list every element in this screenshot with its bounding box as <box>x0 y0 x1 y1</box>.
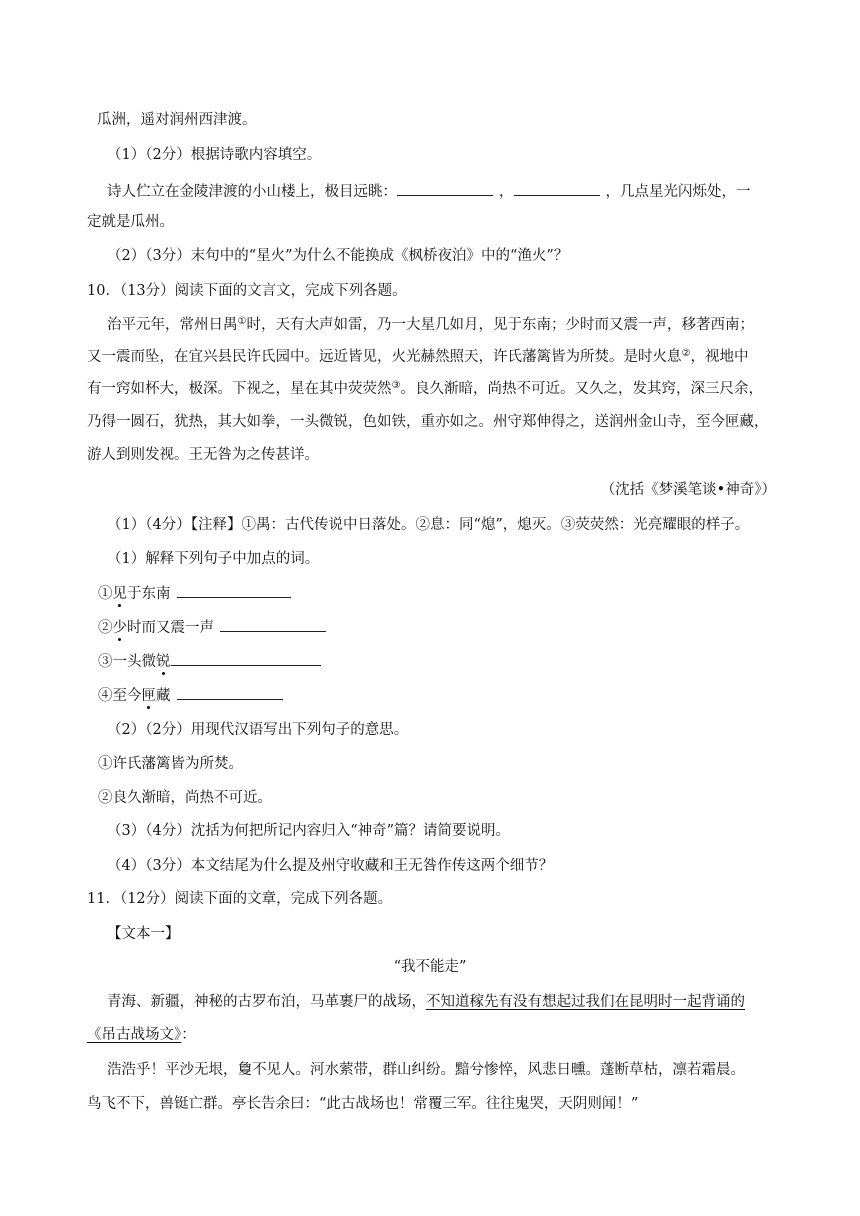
q9-2-question: （2）（3分）末句中的“星火”为什么不能换成《枫桥夜泊》中的“渔火”？ <box>107 248 569 264</box>
text-segment: 青海、新疆，神秘的古罗布泊，马革裹尸的战场， <box>107 994 426 1010</box>
q10-notes: （1）（4分）【注释】①禺：古代传说中日落处。②息：同“熄”，熄灭。③荧荧然：光亮耀眼的样子。 <box>107 517 750 533</box>
footnote-mark-2: ② <box>681 348 691 359</box>
classical-text-line-5: 游人到则发视。王无咎为之传甚详。 <box>87 447 319 463</box>
item-text: 一头微 <box>112 654 156 670</box>
text-segment: 。良久渐暗，尚热不可近。又久之，发其窍，深三尺余， <box>400 381 763 397</box>
underlined-sentence: 不知道稼先有没有想起过我们在昆明时一起背诵的 <box>426 994 745 1010</box>
text-segment: 有一窍如杯大，极深。下视之，星在其中荧荧然 <box>87 381 392 397</box>
classical-text-line-1 <box>107 314 754 336</box>
item-number: ③ <box>98 654 113 670</box>
article-title: “我不能走” <box>393 959 467 975</box>
answer-blank-2[interactable] <box>514 180 600 196</box>
translate-item-2: ②良久渐暗，尚热不可近。 <box>98 790 272 806</box>
article-line-3: 浩浩乎！平沙无垠，敻不见人。河水萦带，群山纠纷。黯兮惨悴，风悲日曛。蓬断草枯，凛若霜晨。 <box>107 1062 745 1078</box>
answer-blank-5[interactable] <box>171 650 321 666</box>
q9-1-text-line2: 定就是瓜州。 <box>87 214 174 230</box>
item-text: 时而又震一声 <box>127 620 214 636</box>
q11-header: 11．（12分）阅读下面的文章，完成下列各题。 <box>87 891 393 907</box>
classical-text-line-2 <box>87 346 748 368</box>
translate-item-1: ①许氏藩篱皆为所焚。 <box>98 756 243 772</box>
answer-blank-4[interactable] <box>220 616 326 632</box>
q10-sub2-prompt: （2）（2分）用现代汉语写出下列句子的意思。 <box>107 722 409 738</box>
vocab-item-3 <box>98 650 321 673</box>
classical-text-line-3 <box>87 378 763 400</box>
vocab-item-4 <box>98 684 283 707</box>
underlined-sentence: 《吊古战场文》 <box>87 1027 182 1043</box>
text-one-label: 【文本一】 <box>107 926 180 942</box>
q10-sub4-question: （4）（3分）本文结尾为什么提及州守收藏和王无咎作传这两个细节？ <box>107 858 554 874</box>
text-segment: 又一震而坠，在宜兴县民许氏园中。远近皆见，火光赫然照天，许氏藩篱皆为所焚。是时火息 <box>87 349 682 365</box>
text-segment: 治平元年，常州日禺 <box>107 317 238 333</box>
footnote-mark-1: ① <box>237 316 247 327</box>
q9-1-text-a: 诗人伫立在金陵津渡的小山楼上，极目远眺： <box>107 184 397 200</box>
text-segment: 时，天有大声如雷，乃一大星几如月，见于东南；少时而又震一声，移著西南； <box>246 317 754 333</box>
article-line-2 <box>87 1024 196 1046</box>
dotted-word: 锐 <box>156 654 171 670</box>
answer-blank-6[interactable] <box>177 684 283 700</box>
item-number: ② <box>98 620 113 636</box>
item-number: ① <box>98 586 113 602</box>
source-citation: （沈括《梦溪笔谈•神奇》） <box>600 482 776 498</box>
vocab-item-1 <box>98 582 291 605</box>
item-text: 藏 <box>156 688 171 704</box>
q10-sub1-prompt: （1）解释下列句子中加点的词。 <box>107 551 320 567</box>
classical-text-line-4: 乃得一圆石，犹热，其大如拳，一头微锐，色如铁，重亦如之。州守郑伸得之，送润州金山寺，至今匣藏， <box>87 414 769 430</box>
footnote-mark-3: ③ <box>391 380 401 391</box>
q9-1-text-b: ， <box>499 184 514 200</box>
answer-blank-3[interactable] <box>177 582 291 598</box>
q9-1-text-c: ，几点星光闪烁处，一 <box>605 184 751 200</box>
q10-header: 10．（13分）阅读下面的文言文，完成下列各题。 <box>87 283 407 299</box>
q10-sub3-question: （3）（4分）沈括为何把所记内容归入“神奇”篇？请简要说明。 <box>107 823 511 839</box>
dotted-word: 少 <box>112 620 127 636</box>
article-line-4: 鸟飞不下，兽铤亡群。亭长告余曰：“此古战场也！常覆三军。往往鬼哭，天阴则闻！” <box>87 1096 639 1112</box>
item-text: 至今 <box>112 688 142 704</box>
item-number: ④ <box>98 688 113 704</box>
vocab-item-2 <box>98 616 326 639</box>
dotted-word: 匣 <box>141 688 156 704</box>
poem-tail: 瓜洲，遥对润州西津渡。 <box>97 112 257 128</box>
text-segment: ，视地中 <box>690 349 749 365</box>
text-segment: ： <box>181 1027 196 1043</box>
dotted-word: 见 <box>112 586 127 602</box>
item-text: 于东南 <box>127 586 171 602</box>
article-line-1 <box>107 991 745 1013</box>
q9-1-fill-line <box>107 180 751 203</box>
q9-1-prompt: （1）（2分）根据诗歌内容填空。 <box>107 147 322 163</box>
answer-blank-1[interactable] <box>397 180 493 196</box>
